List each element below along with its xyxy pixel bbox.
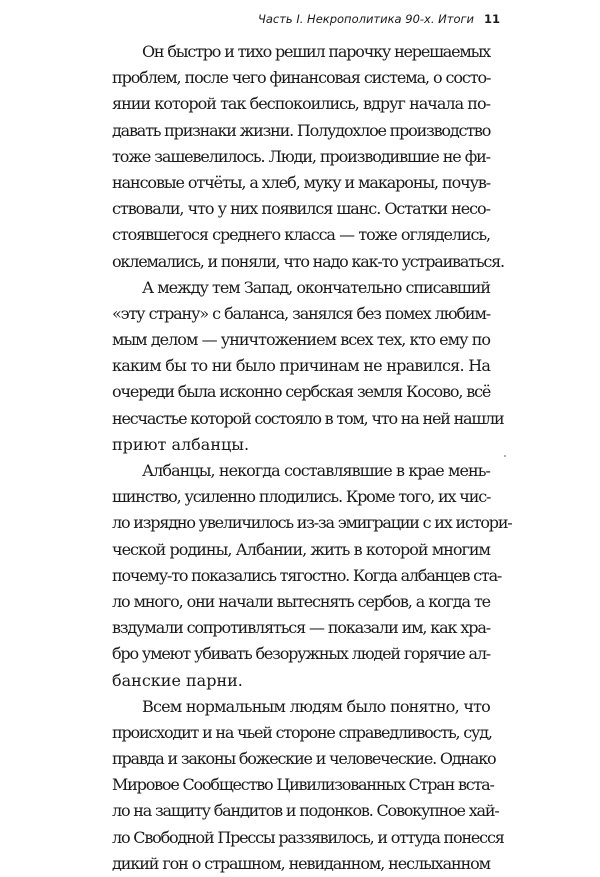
text-line: «эту страну» с баланса, занялся без помех любим- — [112, 303, 490, 323]
text-line: почему-то показались тягостно. Когда албанцев ста- — [112, 565, 502, 585]
text-line: Мировое Сообщество Цивилизованных Стран вста- — [112, 775, 494, 795]
text-line: ло много, они начали вытеснять сербов, а когда те — [112, 591, 490, 611]
text-line: мым делом — уничтожением всех тех, кто ему по — [112, 330, 490, 350]
text-line: каким бы то ни было причинам не нравился. На — [112, 356, 491, 376]
text-line: очереди была исконно сербская земля Косово, всё — [112, 382, 491, 402]
text-line: нансовые отчёты, а хлеб, муку и макароны, почув- — [112, 172, 491, 192]
text-line: банские парни. — [112, 670, 243, 690]
text-line: Он быстро и тихо решил парочку нерешаемых — [142, 42, 490, 61]
text-line: бро умеют убивать безоружных людей горячие ал- — [112, 644, 490, 664]
text-line: А между тем Запад, окончательно списавший — [142, 277, 490, 297]
text-line: ло на защиту бандитов и подонков. Совокупное хай- — [112, 801, 499, 821]
running-header — [0, 12, 600, 28]
text-line: стоявшегося среднего класса — тоже огляделись, — [112, 225, 490, 245]
text-line: происходит и на чьей стороне справедливость, суд, — [112, 722, 492, 742]
text-line: Албанцы, некогда составлявшие в крае мень- — [142, 461, 490, 480]
text-line: ло изрядно увеличилось из-за эмиграции с их истори- — [112, 513, 512, 533]
body-text — [112, 39, 512, 877]
text-line: ческой родины, Албании, жить в которой многим — [112, 539, 490, 559]
text-line: тоже зашевелилось. Люди, производившие не фи- — [112, 146, 490, 166]
text-line: проблем, после чего финансовая система, о состо- — [112, 68, 491, 88]
text-line: дикий гон о страшном, невиданном, неслыханном — [112, 853, 491, 873]
text-line: приют албанцы. — [112, 434, 250, 454]
text-line: оклемались, и поняли, что надо как-то устраиваться. — [112, 251, 504, 271]
text-line: ствовали, что у них появился шанс. Остатки несо- — [112, 199, 490, 219]
text-line: давать признаки жизни. Полудохлое производство — [112, 120, 491, 140]
scan-speck — [504, 455, 506, 457]
page-number: 11 — [483, 12, 500, 26]
text-line: Всем нормальным людям было понятно, что — [142, 696, 490, 716]
text-line: шинство, усиленно плодились. Кроме того, их чис- — [112, 487, 491, 507]
text-line: ло Свободной Прессы раззявилось, и оттуда понесся — [112, 827, 504, 847]
text-line: вздумали сопротивляться — показали им, как хра- — [112, 618, 490, 638]
text-line: янии которой так беспокоились, вдруг начала по- — [112, 94, 490, 114]
running-title: Часть I. Некрополитика 90-х. Итоги — [257, 12, 474, 26]
text-line: правда и законы божеские и человеческие. Однако — [112, 749, 496, 769]
text-line: несчастье которой состояло в том, что на ней нашли — [112, 408, 504, 428]
